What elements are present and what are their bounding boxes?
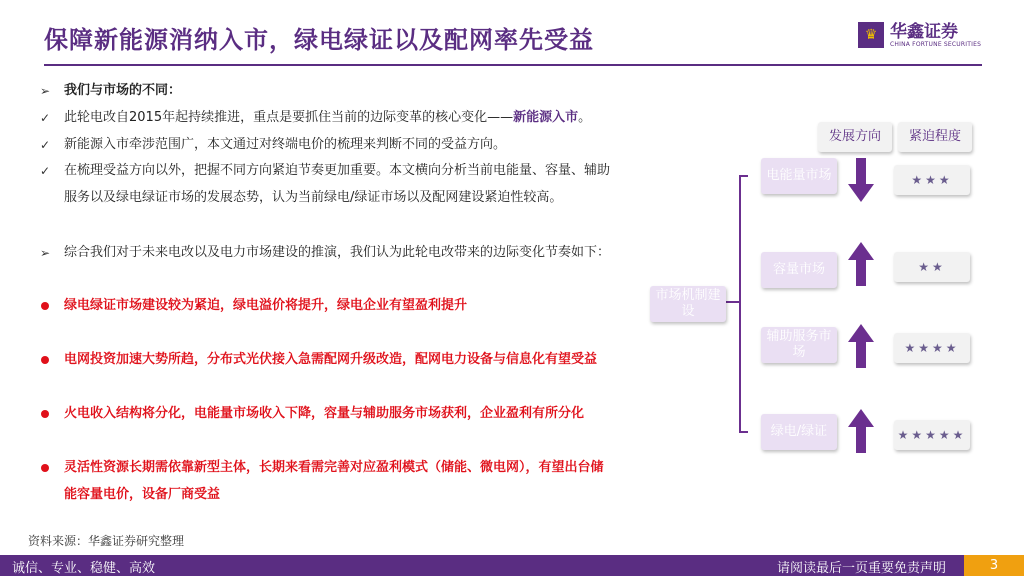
logo-mark-icon: ♛ bbox=[858, 22, 884, 48]
market-mechanism-box: 市场机制建设 bbox=[650, 286, 726, 322]
market-box-ancillary: 辅助服务市场 bbox=[761, 327, 837, 363]
check2-text: 新能源入市牵涉范围广，本文通过对终端电价的梳理来判断不同的受益方向。 bbox=[64, 137, 507, 152]
bullet4-line2: 能容量电价，设备厂商受益 bbox=[64, 487, 221, 502]
urgency-stars-energy: ★★★ bbox=[894, 165, 970, 195]
logo-name-en: CHINA FORTUNE SECURITIES bbox=[890, 40, 982, 48]
market-box-energy: 电能量市场 bbox=[761, 158, 837, 194]
summary-text: 综合我们对于未来电改以及电力市场建设的推演，我们认为此轮电改带来的边际变化节奏如下： bbox=[64, 245, 611, 260]
check3-line2: 服务以及绿电绿证市场的发展态势，认为当前绿电/绿证市场以及配网建设紧迫性较高。 bbox=[64, 190, 563, 205]
red-dot-icon bbox=[41, 410, 49, 418]
section-heading bbox=[40, 80, 700, 102]
page-title: 保障新能源消纳入市，绿电绿证以及配网率先受益 bbox=[44, 26, 594, 54]
header-direction: 发展方向 bbox=[818, 122, 892, 152]
footer-slogan: 诚信、专业、稳健、高效 bbox=[12, 561, 156, 576]
check3-line1: 在梳理受益方向以外，把握不同方向紧迫节奏更加重要。本文横向分析当前电能量、容量、辅助 bbox=[64, 163, 611, 178]
red-bullet-2 bbox=[40, 349, 700, 371]
arrowhead-bullet-icon: ➢ bbox=[40, 246, 51, 260]
market-box-capacity: 容量市场 bbox=[761, 252, 837, 288]
footer-disclaimer: 请阅读最后一页重要免责声明 bbox=[776, 561, 946, 576]
check-icon: ✓ bbox=[40, 138, 51, 152]
bullet4-line1: 灵活性资源长期需依靠新型主体，长期来看需完善对应盈利模式（储能、微电网），有望出台储 bbox=[64, 460, 604, 475]
check-icon: ✓ bbox=[40, 164, 51, 178]
check-icon: ✓ bbox=[40, 111, 51, 125]
arrowhead-bullet-icon: ➢ bbox=[40, 84, 51, 98]
company-logo bbox=[858, 22, 981, 48]
bracket-line bbox=[740, 176, 748, 432]
red-bullet-1 bbox=[40, 295, 700, 317]
red-dot-icon bbox=[41, 302, 49, 310]
source-note: 资料来源：华鑫证券研究整理 bbox=[28, 534, 185, 548]
red-dot-icon bbox=[41, 464, 49, 472]
bullet-text: 火电收入结构将分化，电能量市场收入下降，容量与辅助服务市场获利，企业盈利有所分化 bbox=[64, 406, 585, 421]
check1-end: 。 bbox=[578, 110, 592, 125]
header-divider bbox=[44, 64, 982, 66]
red-bullet-4 bbox=[40, 457, 700, 506]
page-number: 3 bbox=[964, 555, 1024, 576]
summary-item bbox=[40, 242, 700, 264]
arrow-up-icon bbox=[846, 242, 876, 288]
urgency-stars-green: ★★★★★ bbox=[894, 420, 970, 450]
bullet-text: 绿电绿证市场建设较为紧迫，绿电溢价将提升，绿电企业有望盈利提升 bbox=[64, 298, 468, 313]
heading-text: 我们与市场的不同： bbox=[64, 83, 182, 98]
check-item-3 bbox=[40, 160, 700, 209]
market-box-green: 绿电/绿证 bbox=[761, 414, 837, 450]
arrow-up-icon bbox=[846, 409, 876, 455]
red-dot-icon bbox=[41, 356, 49, 364]
check1-text: 此轮电改自2015年起持续推进，重点是要抓住当前的边际变革的核心变化—— bbox=[64, 110, 514, 125]
bullet-text: 电网投资加速大势所趋，分布式光伏接入急需配网升级改造，配网电力设备与信息化有望受益 bbox=[64, 352, 598, 367]
urgency-stars-capacity: ★★ bbox=[894, 252, 970, 282]
urgency-stars-ancillary: ★★★★ bbox=[894, 333, 970, 363]
header-urgency: 紧迫程度 bbox=[898, 122, 972, 152]
check-item-1 bbox=[40, 107, 700, 129]
footer-bar bbox=[0, 555, 1024, 576]
check-item-2 bbox=[40, 134, 700, 156]
check1-highlight: 新能源入市 bbox=[513, 110, 579, 125]
arrow-down-icon bbox=[846, 158, 876, 204]
red-bullet-3 bbox=[40, 403, 700, 425]
logo-name-cn: 华鑫证券 bbox=[890, 21, 958, 42]
arrow-up-icon bbox=[846, 324, 876, 370]
